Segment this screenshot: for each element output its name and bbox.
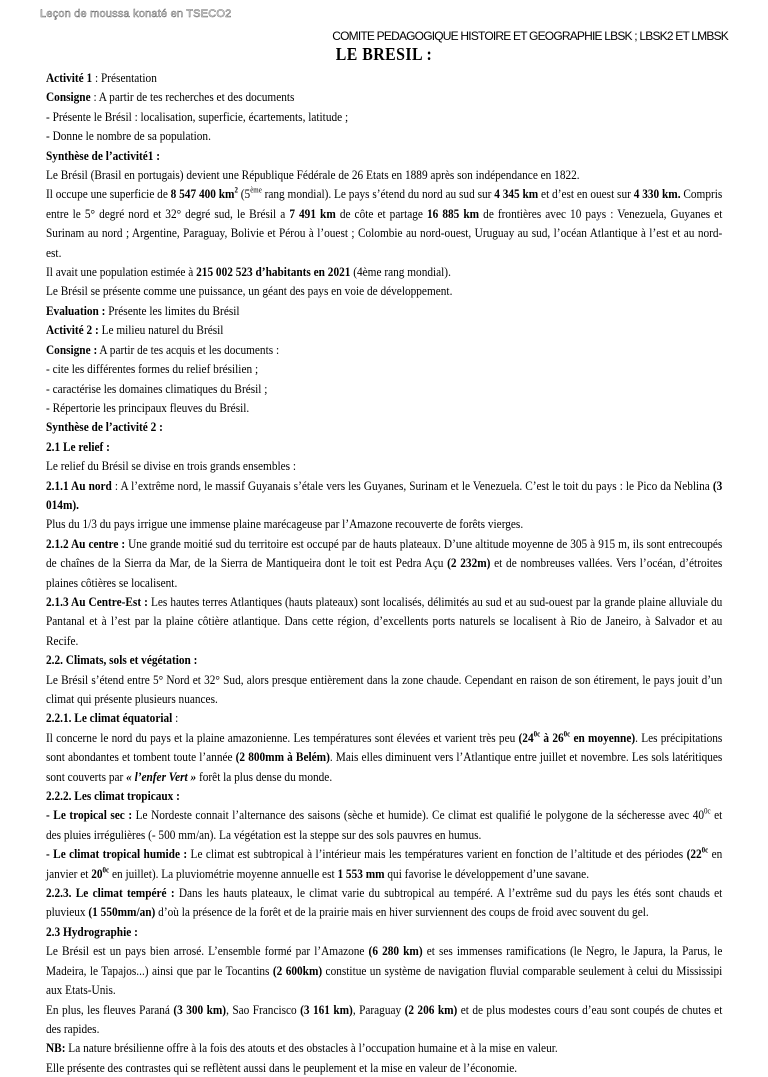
text-run: Le Brésil s’étend entre 5° Nord et 32° Sud, alors presque entièrement dans la zone chaude. Cependant en raison de son étirement, le pays jouit d’un climat qui présente plusieurs nuances. <box>46 671 723 706</box>
paragraph <box>46 534 722 592</box>
text-run: Le Brésil se présente comme une puissance, un géant des pays en voie de développement. <box>46 283 453 299</box>
text-run: Il avait une population estimée à <box>46 264 197 280</box>
paragraph <box>46 786 722 805</box>
bold-text: à 26 <box>540 729 564 745</box>
bold-text: NB: <box>46 1040 66 1056</box>
bold-text: 2.3 Hydrographie : <box>46 923 138 939</box>
text-run: Le climat est subtropical à l’intérieur mais les températures varient en fonction de l’altitude et des périodes <box>187 846 687 862</box>
bold-text: 7 491 km <box>289 205 336 221</box>
text-run: qui favorise le développement d’une savane. <box>384 865 590 881</box>
text-run: et des pluies irrégulières (- 500 mm/an). La végétation est la steppe sur des sols pauvres en humus. <box>46 807 723 842</box>
bold-text: Synthèse de l’activité1 : <box>46 147 161 163</box>
text-run: - Répertorie les principaux fleuves du Brésil. <box>46 399 250 415</box>
text-run: forêt la plus dense du monde. <box>196 768 333 784</box>
text-run: Une grande moitié sud du territoire est occupé par de hauts plateaux. D’une altitude moyenne de 305 à 915 m, ils sont entrecoupés de chaînes de la Sierra da Mar, de la Sierra de Mantiqueira dont le toit est Pedra Açu <box>46 535 723 571</box>
bold-text: (1 550mm/an) <box>88 904 156 920</box>
superscript-text: 0c <box>701 845 709 855</box>
text-run: et ses immenses ramifications (le Negro, le Japura, la Parus, le Madeira, le Tapajos...) ainsi que par le Tocantins <box>46 943 723 978</box>
watermark-header: Leçon de moussa konaté en TSECO2 <box>40 8 232 20</box>
text-run: (5 <box>237 186 251 202</box>
bold-text: 2.1.3 Au Centre-Est : <box>46 593 148 609</box>
text-run: : Présentation <box>92 70 157 85</box>
bold-text: 2.1.1 Au nord <box>46 477 112 493</box>
page-title: LE BRESIL : <box>335 44 433 64</box>
text-run: : <box>172 710 179 726</box>
paragraph <box>46 87 722 106</box>
paragraph <box>46 126 722 145</box>
text-run: Le Brésil est un pays bien arrosé. L’ensemble formé par l’Amazone <box>46 943 369 959</box>
bold-text: Consigne : <box>46 341 98 357</box>
text-run: - Donne le nombre de sa population. <box>46 128 211 144</box>
text-run: : A l’extrême nord, le massif Guyanais s’étale vers les Guyanes, Surinam et le Venezuela. C’est le toit du pays : le Pico da Neblina <box>111 477 713 493</box>
paragraph <box>46 1038 722 1057</box>
bold-text: (6 280 km) <box>368 943 423 959</box>
text-run: de frontières avec 10 pays : Venezuela, Guyanes et Surinam au nord ; Argentine, Paraguay, Bolivie et Pérou à l’ouest ; Colombie au nord-ouest, Uruguay au sud, l’océan Atlantique à l’est et au nord-est. <box>46 205 723 260</box>
paragraph <box>46 262 722 281</box>
text-run: Il concerne le nord du pays et la plaine amazonienne. Les températures sont élevées et varient très peu <box>46 729 519 745</box>
bold-text: (3 300 km) <box>173 1001 227 1017</box>
text-run: . Mais elles diminuent vers l’Atlantique entre juillet et novembre. Les sols latéritiques sont couverts par <box>46 749 723 784</box>
paragraph <box>46 1000 722 1039</box>
paragraph <box>46 437 722 456</box>
paragraph <box>46 456 722 475</box>
text-run: Les hautes terres Atlantiques (hauts plateaux) sont localisés, délimités au sud et au sud-ouest par la grande plaine alluviale du Pantanal et à l’est par la plaine côtière atlantique. Dans cette région, d’excellents ports naturels se localisent à Rio de Janeiro, à Salvador et au Recife. <box>46 593 723 648</box>
paragraph <box>46 670 722 709</box>
paragraph <box>46 844 722 883</box>
text-run: Plus du 1/3 du pays irrigue une immense plaine marécageuse par l’Amazone recouverte de forêts vierges. <box>46 516 524 532</box>
bold-text: « l’enfer Vert » <box>126 768 197 784</box>
text-run: : A partir de tes recherches et des documents <box>90 89 295 105</box>
bold-text: 1 553 mm <box>337 865 385 881</box>
lesson-body <box>46 68 722 1077</box>
superscript-text: ème <box>250 186 262 196</box>
paragraph <box>46 165 722 184</box>
bold-text: 2.2. Climats, sols et végétation : <box>46 652 198 668</box>
bold-text: (3 161 km) <box>300 1001 353 1017</box>
paragraph <box>46 107 722 126</box>
text-run: . Les précipitations sont abondantes et tombent toute l’année <box>46 729 723 765</box>
bold-text: (2 800mm à Belém) <box>235 749 330 765</box>
paragraph <box>46 417 722 436</box>
bold-text: Evaluation : <box>46 302 106 318</box>
bold-text: 2.2.3. Le climat tempéré : <box>46 885 175 901</box>
paragraph <box>46 592 722 650</box>
bold-text: Consigne <box>46 89 91 105</box>
paragraph <box>46 146 722 165</box>
paragraph <box>46 514 722 533</box>
text-run: Le relief du Brésil se divise en trois grands ensembles : <box>46 458 297 474</box>
superscript-text: 0c <box>704 807 711 817</box>
bold-text: Synthèse de l’activité 2 : <box>46 419 163 435</box>
bold-text: (2 600km) <box>272 962 323 978</box>
text-run: , Sao Francisco <box>226 1001 301 1017</box>
bold-text: (24 <box>518 729 534 745</box>
superscript-text: 0c <box>563 729 571 739</box>
paragraph <box>46 379 722 398</box>
paragraph <box>46 340 722 359</box>
bold-text: 2.2.2. Les climat tropicaux : <box>46 788 180 804</box>
text-run: - caractérise les domaines climatiques du Brésil ; <box>46 380 268 396</box>
text-run: Elle présente des contrastes qui se reflètent aussi dans le peuplement et la mise en valeur de l’économie. <box>46 1059 518 1075</box>
bold-text: 20 <box>91 865 103 881</box>
paragraph <box>46 805 722 844</box>
bold-text: 4 330 km. <box>633 186 681 202</box>
text-run: et de plus modestes cours d’eau sont coupés de chutes et des rapides. <box>46 1001 723 1036</box>
text-run: - cite les différentes formes du relief brésilien ; <box>46 361 259 377</box>
paragraph <box>46 476 722 515</box>
text-run: - Présente le Brésil : localisation, superficie, écartements, latitude ; <box>46 108 349 124</box>
bold-text: - Le tropical sec : <box>46 807 133 823</box>
bold-text: 2.2.1. Le climat équatorial <box>46 710 173 726</box>
bold-text: 2.1.2 Au centre : <box>46 535 126 551</box>
bold-text: (2 206 km) <box>404 1001 458 1017</box>
bold-text: (2 232m) <box>447 555 491 571</box>
text-run: Le Nordeste connait l’alternance des saisons (sèche et humide). Ce climat est qualifié le polygone de la sécheresse avec 40 <box>132 807 705 823</box>
text-run: Compris entre le 5° degré nord et 32° degré sud, le Brésil a <box>46 186 723 221</box>
text-run: de côte et partage <box>335 205 428 221</box>
bold-text: 215 002 523 d’habitants en 2021 <box>196 264 351 280</box>
paragraph <box>46 68 722 87</box>
paragraph <box>46 281 722 300</box>
bold-text: 8 547 400 km <box>170 186 235 202</box>
text-run: rang mondial). Le pays s’étend du nord au sud sur <box>261 186 495 202</box>
text-run: d’où la présence de la forêt et de la prairie mais en hiver surviennent des coups de froid avec souvent du gel. <box>155 904 649 920</box>
text-run: Le milieu naturel du Brésil <box>98 322 224 338</box>
text-run: Le Brésil (Brasil en portugais) devient une République Fédérale de 26 Etats en 1889 après son indépendance en 1822. <box>46 167 580 183</box>
bold-text: 4 345 km <box>494 186 539 202</box>
committee-header: COMITE PEDAGOGIQUE HISTOIRE ET GEOGRAPHIE LBSK ; LBSK2 ET LMBSK <box>332 29 728 43</box>
superscript-text: 0c <box>102 865 110 875</box>
paragraph <box>46 650 722 669</box>
superscript-text: 0c <box>533 729 541 739</box>
text-run: et de nombreuses vallées. Vers l’océan, d’étroites plaines côtières se localisent. <box>46 555 723 590</box>
paragraph <box>46 301 722 320</box>
bold-text: 2.1 Le relief : <box>46 438 110 454</box>
text-run: En plus, les fleuves Paraná <box>46 1001 174 1017</box>
paragraph <box>46 922 722 941</box>
text-run: (4ème rang mondial). <box>350 264 451 280</box>
bold-text: (22 <box>686 846 702 862</box>
paragraph <box>46 883 722 922</box>
paragraph <box>46 320 722 339</box>
text-run: Il occupe une superficie de <box>46 186 171 202</box>
bold-text: Activité 2 : <box>46 322 99 338</box>
paragraph <box>46 359 722 378</box>
text-run: et d’est en ouest sur <box>538 186 634 202</box>
paragraph <box>46 728 722 786</box>
text-run: La nature brésilienne offre à la fois des atouts et des obstacles à l’occupation humaine et à la mise en valeur. <box>65 1040 558 1056</box>
text-run: Dans les hauts plateaux, le climat varie du subtropical au tempéré. A l’extrême sud du pays les étés sont chauds et pluvieux <box>46 885 723 920</box>
paragraph <box>46 941 722 999</box>
bold-text: 16 885 km <box>427 205 480 221</box>
text-run: en janvier et <box>46 846 723 881</box>
paragraph <box>46 708 722 727</box>
superscript-text: 2 <box>234 186 238 196</box>
bold-text: (3 014m). <box>46 477 723 512</box>
bold-text: - Le climat tropical humide : <box>46 846 188 862</box>
paragraph <box>46 184 722 262</box>
paragraph <box>46 1058 722 1077</box>
text-run: , Paraguay <box>352 1001 405 1017</box>
text-run: Présente les limites du Brésil <box>105 302 240 318</box>
text-run: constitue un système de navigation fluvial comparable seulement à celui du Mississipi aux Etats-Unis. <box>46 962 723 998</box>
paragraph <box>46 398 722 417</box>
text-run: A partir de tes acquis et les documents : <box>97 341 280 357</box>
bold-text: Activité 1 <box>46 70 93 85</box>
text-run: en juillet). La pluviométrie moyenne annuelle est <box>109 865 338 881</box>
bold-text: en moyenne) <box>570 729 636 745</box>
